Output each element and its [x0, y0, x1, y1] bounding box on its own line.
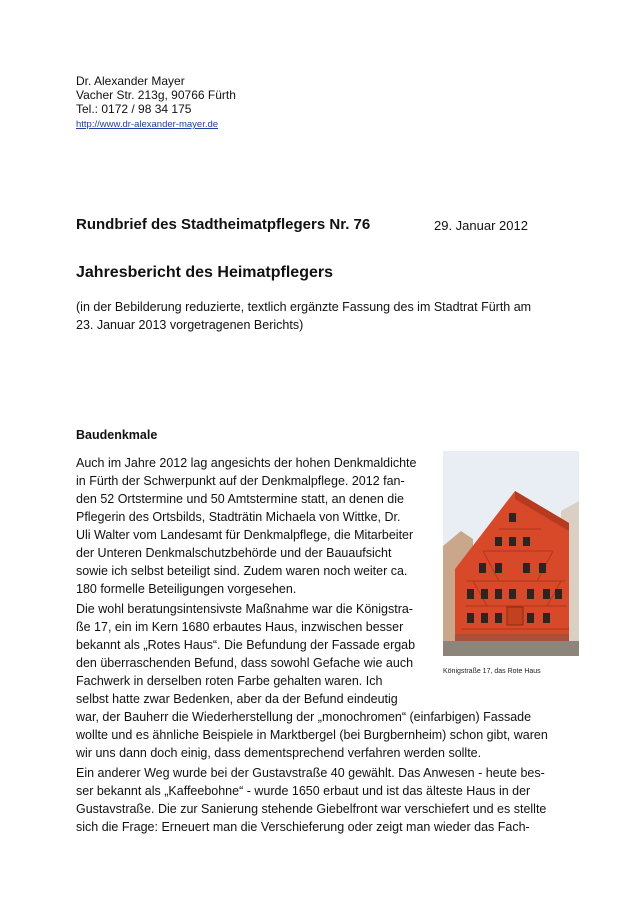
- contact-phone: Tel.: 0172 / 98 34 175: [76, 102, 192, 116]
- newsletter-date: 29. Januar 2012: [434, 218, 528, 233]
- paragraph-line: Auch im Jahre 2012 lag angesichts der hohen Denkmaldichte: [76, 456, 417, 470]
- house-photo: [443, 451, 579, 656]
- paragraph-line: Uli Walter vom Landesamt für Denkmalpflege, die Mitarbeiter: [76, 528, 414, 542]
- paragraph-1: [76, 454, 417, 598]
- report-heading: Jahresbericht des Heimatpflegers: [76, 264, 333, 281]
- paragraph-line: Ein anderer Weg wurde bei der Gustavstraße 40 gewählt. Das Anwesen - heute bes-: [76, 766, 545, 780]
- paragraph-line: sich die Frage: Erneuert man die Verschieferung oder zeigt man wieder das Fach-: [76, 820, 530, 834]
- report-subtitle: [76, 298, 531, 334]
- photo-caption: Königstraße 17, das Rote Haus: [443, 668, 541, 675]
- paragraph-line: ser bekannt als „Kaffeebohne“ - wurde 1650 erbaut und ist das älteste Haus in der: [76, 784, 531, 798]
- section-heading: Baudenkmale: [76, 428, 158, 442]
- report-subtitle-line: 23. Januar 2013 vorgetragenen Berichts): [76, 318, 304, 332]
- paragraph-line: Pflegerin des Ortsbilds, Stadträtin Michaela von Wittke, Dr.: [76, 510, 401, 524]
- street: [443, 641, 579, 656]
- paragraph-line: ße 17, ein im Kern 1680 erbautes Haus, inzwischen besser: [76, 620, 404, 634]
- website-link[interactable]: http://www.dr-alexander-mayer.de: [76, 119, 219, 130]
- paragraph-line: selbst hatte zwar Bedenken, aber da der Befund eindeutig: [76, 692, 398, 706]
- paragraph-line: 180 formelle Beteiligungen vorgesehen.: [76, 582, 297, 596]
- paragraph-line: wir uns dann doch einig, dass dementsprechend verfahren werden sollte.: [76, 746, 482, 760]
- paragraph-line: den überraschenden Befund, dass sowohl Gefache wie auch: [76, 656, 414, 670]
- paragraph-line: bekannt als „Rotes Haus“. Die Befundung der Fassade ergab: [76, 638, 416, 652]
- bay-window: [507, 607, 523, 625]
- contact-street: Vacher Str. 213g, 90766 Fürth: [76, 88, 236, 102]
- paragraph-line: wollte und es ähnliche Beispiele in Marktbergel (bei Burgbernheim) schon gibt, waren: [76, 728, 548, 742]
- paragraph-line: Die wohl beratungsintensivste Maßnahme war die Königstra-: [76, 602, 413, 616]
- paragraph-line: der Unteren Denkmalschutzbehörde und der Bauaufsicht: [76, 546, 392, 560]
- paragraph-line: war, der Bauherr die Wiederherstellung der „monochromen“ (einfarbigen) Fassade: [76, 710, 532, 724]
- red-house-illustration: [443, 451, 579, 656]
- contact-block: [76, 74, 236, 132]
- paragraph-line: Gustavstraße. Die zur Sanierung stehende Giebelfront war verschiefert und es stellte: [76, 802, 547, 816]
- paragraph-line: sowie ich selbst beteiligt sind. Zudem waren noch weiter ca.: [76, 564, 408, 578]
- newsletter-title: Rundbrief des Stadtheimatpflegers Nr. 76: [76, 216, 371, 233]
- paragraph-3: [76, 764, 546, 836]
- paragraph-line: den 52 Ortstermine und 50 Amtstermine statt, an denen die: [76, 492, 404, 506]
- report-subtitle-line: (in der Bebilderung reduzierte, textlich ergänzte Fassung des im Stadtrat Fürth am: [76, 300, 532, 314]
- paragraph-line: Fachwerk in derselben roten Farbe gehalten waren. Ich: [76, 674, 383, 688]
- contact-name: Dr. Alexander Mayer: [76, 74, 185, 88]
- paragraph-line: in Fürth der Schwerpunkt auf der Denkmalpflege. 2012 fan-: [76, 474, 405, 488]
